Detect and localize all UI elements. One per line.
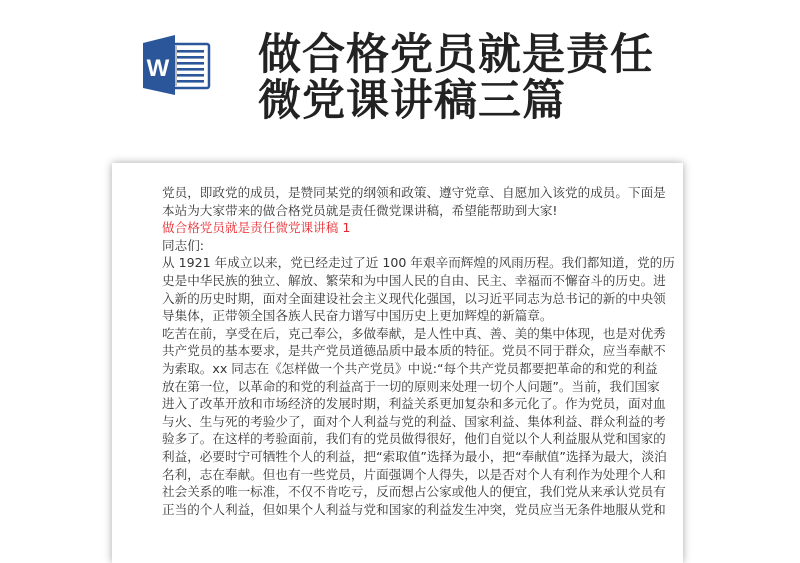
text-line: 放在第一位，以革命的和党的利益高于一切的原则来处理一切个人问题”。当前，我们国家 — [162, 378, 660, 394]
document-body — [162, 184, 675, 518]
text-line: 利益，必要时宁可牺牲个人的利益，把“索取值”选择为最小，把“奉献值”选择为最大，淡泊 — [162, 448, 667, 464]
text-line: 为索取。xx 同志在《怎样做一个共产党员》中说:“每个共产党员都要把革命的和党的利益 — [162, 360, 658, 376]
text-line: 社会关系的唯一标准，不仅不肯吃亏，反而想占公家或他人的便宜，我们党从来承认党员有 — [162, 484, 666, 500]
text-line: 共产党员的基本要求，是共产党员道德品质中最本质的特征。党员不同于群众，应当奉献不 — [162, 343, 666, 359]
title-line: 微党课讲稿三篇 — [258, 76, 566, 126]
text-line: 入新的历史时期，面对全面建设社会主义现代化强国，以习近平同志为总书记的新的中央领 — [162, 290, 666, 306]
text-line: 进入了改革开放和市场经济的发展时期，利益关系更加复杂和多元化了。作为党员，面对血 — [162, 396, 666, 412]
text-line: 名利，志在奉献。但也有一些党员，片面强调个人得失，以是否对个人有利作为处理个人和 — [162, 466, 666, 482]
page-title — [258, 32, 654, 124]
text-line: 同志们: — [162, 237, 205, 253]
document-page — [112, 163, 683, 563]
text-line: 从 1921 年成立以来，党已经走过了近 100 年艰辛而辉煌的风雨历程。我们都知道，党的历 — [162, 255, 675, 271]
text-line: 党员，即政党的成员，是赞同某党的纲领和政策、遵守党章、自愿加入该党的成员。下面是 — [162, 185, 666, 200]
svg-text:W: W — [146, 55, 170, 82]
text-line: 本站为大家带来的做合格党员就是责任微党课讲稿，希望能帮助到大家! — [162, 202, 558, 218]
text-line: 吃苦在前，享受在后，克己奉公，多做奉献，是人性中真、善、美的集中体现，也是对优秀 — [162, 325, 666, 341]
section-heading: 做合格党员就是责任微党课讲稿 1 — [162, 220, 351, 236]
text-line: 验多了。在这样的考验面前，我们有的党员做得很好，他们自觉以个人利益服从党和国家的 — [162, 431, 666, 447]
text-line: 史是中华民族的独立、解放、繁荣和为中国人民的自由、民主、幸福而不懈奋斗的历史。进 — [162, 272, 666, 288]
text-line: 与火、生与死的考验少了，面对个人利益与党的利益、国家利益、集体利益、群众利益的考 — [162, 413, 666, 429]
text-line: 正当的个人利益，但如果个人利益与党和国家的利益发生冲突，党员应当无条件地服从党和 — [162, 501, 666, 517]
word-document-icon — [143, 33, 213, 97]
title-line: 做合格党员就是责任 — [258, 30, 654, 80]
text-line: 导集体，正带领全国各族人民奋力谱写中国历史上更加辉煌的新篇章。 — [162, 308, 553, 324]
